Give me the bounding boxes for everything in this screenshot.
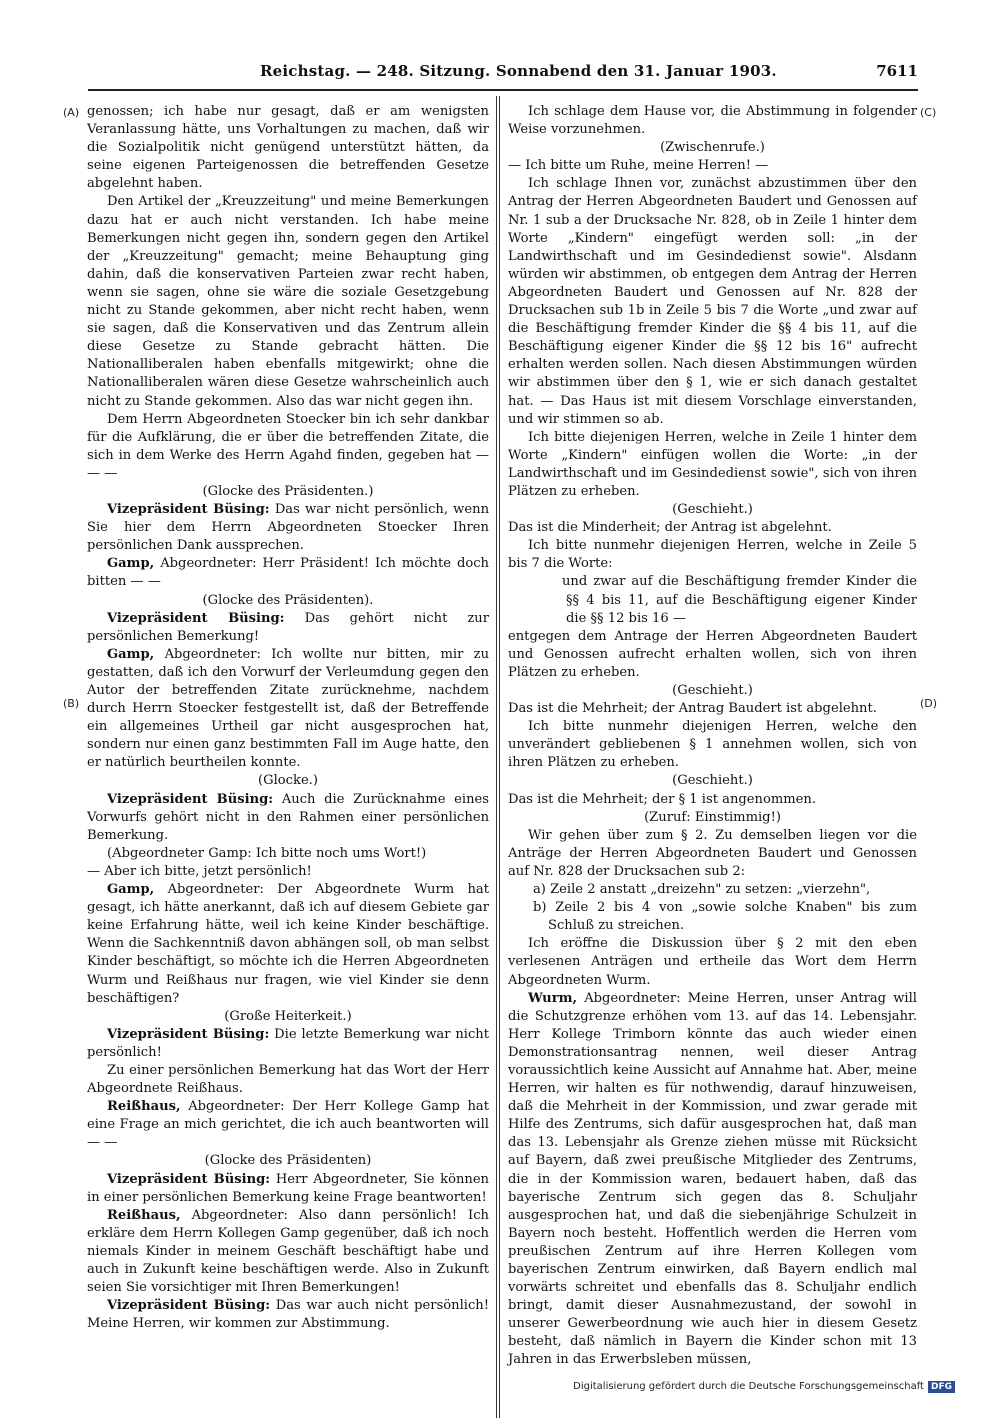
speech [87,1098,489,1152]
speech [87,1026,489,1062]
list-item: a) Zeile 2 anstatt „dreizehn" zu setzen: „vierzehn", [533,882,871,898]
paragraph: Ich eröffne die Diskussion über § 2 mit den eben verlesenen Anträgen und ertheile das Wort dem Herrn Abgeordneten Wurm. [508,936,917,988]
paragraph: Das ist die Mehrheit; der Antrag Baudert ist abgelehnt. [508,701,877,717]
speech-text: Das war nicht persönlich, wenn Sie hier dem Herrn Abgeordneten Stoecker Ihren persönlichen Dank aussprechen. [87,502,489,554]
speech [87,646,489,773]
stage-direction: (Glocke des Präsidenten). [202,592,374,608]
stage-direction: (Glocke des Präsidenten) [204,1153,372,1169]
speech [87,881,489,1008]
margin-marker-b: (B) [63,697,80,710]
speech-text: Abgeordneter: Ich wollte nur bitten, mir zu gestatten, daß ich den Vorwurf der Verleumdung gegen den Autor der betreffenden Zitate zurücknehme, nachdem durch Herrn Stoecker festgestellt ist, daß der Betreffende ein allgemeines Urtheil gar nicht ausgesprochen hat, sondern nur einen ganz bestimmten Fall im Auge hatte, den er natürlich beurtheilen konnte. [87,646,490,771]
running-title: Reichstag. — 248. Sitzung. Sonnabend den 31. Januar 1903. [260,62,777,80]
speech-text: Die letzte Bemerkung war nicht persönlich! [87,1026,489,1060]
column-divider-inner [499,96,500,1418]
speech [87,555,489,591]
speech [87,610,489,646]
speech [87,1207,489,1297]
speech-text: Abgeordneter: Also dann persönlich! Ich erkläre dem Herrn Kollegen Gamp gegenüber, daß ich noch niemals Kinder in meinem Geschäft beschäftigt habe und auch in Zukunft keine beschäftigen werde. Also in Zukunft seien Sie vorsichtiger mit Ihren Bemerkungen! [87,1207,489,1296]
speaker-name: Vizepräsident Büsing: [107,610,285,626]
footer-credit-text: Digitalisierung gefördert durch die Deutsche Forschungsgemeinschaft [573,1381,924,1392]
speech-text: Abgeordneter: Meine Herren, unser Antrag will die Schutzgrenze erhöhen vom 13. auf das 14. Lebensjahr. Herr Kollege Trimborn könnte das auch wieder einen Demonstrationsantrag nennen, weil dieser Antrag voraussichtlich keine Aussicht auf Annahme hat. Aber, meine Herren, wir halten es für nothwendig, darauf hinzuweisen, daß die Mehrheit in der Kommission, und zwar gerade mit Hilfe des Zentrums, sich dafür ausgesprochen hat, daß man das 13. Lebensjahr als Grenze ziehen müsse mit Rücksicht auf Bayern, daß zwei preußische Mitglieder des Zentrums, die in der Kommission waren, bedauert haben, daß das bayerische Zentrum sich gegen das 8. Schuljahr ausgesprochen hat, und daß die siebenjährige Schulzeit in Bayern noch besteht. Hoffentlich werden die Herren vom preußischen Zentrum auf ihre Herren Kollegen vom bayerischen Zentrum einwirken, daß Bayern endlich mal vorwärts schreitet und ebenfalls das 8. Schuljahr endlich bringt, damit dieser Ausnahmezustand, der sowohl in unserer Gewerbeordnung wie auch hier in diesem Gesetz besteht, daß nämlich in Bayern die Kinder schon mit 13 Jahren in das Erwerbsleben müssen, [508,990,917,1368]
stage-direction: (Glocke.) [258,773,318,789]
paragraph: Ich bitte nunmehr diejenigen Herren, welche den unverändert gebliebenen § 1 annehmen wollen, sich von ihren Plätzen zu erheben. [508,719,917,771]
speech-text: Das gehört nicht zur persönlichen Bemerkung! [87,610,489,644]
speaker-name: Reißhaus, [107,1207,181,1223]
speech [87,1171,489,1207]
paragraph: Ich bitte diejenigen Herren, welche in Zeile 1 hinter dem Worte „Kindern" einfügen wollen die Worte: „in der Landwirthschaft und im Gesindedienst sowie", sich von ihren Plätzen zu erheben. [508,429,917,499]
dfg-logo: DFG [928,1381,955,1393]
stage-direction: (Zuruf: Einstimmig!) [644,809,781,825]
quoted-block: und zwar auf die Beschäftigung fremder Kinder die §§ 4 bis 11, auf die Beschäftigung eigener Kinder die §§ 12 bis 16 — [562,574,917,626]
speech-text: Abgeordneter: Der Herr Kollege Gamp hat eine Frage an mich gerichtet, die ich auch beantworten will — — [87,1099,489,1151]
margin-marker-c: (C) [920,106,937,119]
speaker-name: Vizepräsident Büsing: [107,1171,271,1187]
speaker-name: Reißhaus, [107,1099,181,1115]
stage-direction: (Große Heiterkeit.) [224,1008,352,1024]
paragraph: Zu einer persönlichen Bemerkung hat das Wort der Herr Abgeordnete Reißhaus. [87,1062,489,1097]
paragraph: entgegen dem Antrage der Herren Abgeordneten Baudert und Genossen aufrecht erhalten wollen, sich von ihren Plätzen zu erheben. [508,628,917,680]
speaker-name: Gamp, [107,646,155,662]
left-column [87,103,489,1333]
page-header [88,60,918,86]
speech [87,791,489,845]
list-item: b) Zeile 2 bis 4 von „sowie solche Knaben" bis zum Schluß zu streichen. [533,900,917,934]
paragraph: — Aber ich bitte, jetzt persönlich! [87,863,312,879]
paragraph: Das ist die Mehrheit; der § 1 ist angenommen. [508,791,816,807]
stage-direction: (Geschieht.) [672,773,753,789]
speaker-name: Wurm, [528,990,578,1006]
stage-direction: (Geschieht.) [672,502,753,518]
speech-text: Herr Abgeordneter, Sie können in einer persönlichen Bemerkung keine Frage beantworten! [87,1171,489,1205]
margin-marker-d: (D) [920,697,938,710]
page-number: 7611 [876,62,918,80]
speaker-name: Vizepräsident Büsing: [107,1298,271,1314]
paragraph: Das ist die Minderheit; der Antrag ist abgelehnt. [508,520,832,536]
speech-text: Abgeordneter: Herr Präsident! Ich möchte doch bitten — — [87,556,489,590]
speaker-name: Vizepräsident Büsing: [107,791,274,807]
margin-marker-a: (A) [63,106,80,119]
paragraph: Ich schlage Ihnen vor, zunächst abzustimmen über den Antrag der Herren Abgeordneten Baudert und Genossen auf Nr. 1 sub a der Drucksache Nr. 828, ob in Zeile 1 hinter dem Worte „Kindern" eingefügt werden soll: „in der Landwirthschaft und im Gesindedienst sowie". Alsdann würden wir abstimmen, ob entgegen dem Antrag der Herren Abgeordneten Baudert und Genossen auf Nr. 828 der Drucksachen sub 1b in Zeile 5 bis 7 die Worte „und zwar auf die Beschäftigung fremder Kinder die §§ 4 bis 11, auf die Beschäftigung eigener Kinder die §§ 12 bis 16" aufrecht erhalten werden sollen. Nach diesen Abstimmungen würden wir abstimmen über den § 1, wie er sich danach gestaltet hat. — Das Haus ist mit diesem Vorschlage einverstanden, und wir stimmen so ab. [508,176,917,427]
right-column [508,103,917,1370]
speech [87,501,489,555]
stage-direction: (Glocke des Präsidenten.) [202,483,374,499]
stage-direction: (Zwischenrufe.) [660,140,765,156]
paragraph: Ich bitte nunmehr diejenigen Herren, welche in Zeile 5 bis 7 die Worte: [508,538,917,572]
interjection: (Abgeordneter Gamp: Ich bitte noch ums Wort!) [107,845,427,861]
stage-direction: (Geschieht.) [672,683,753,698]
speaker-name: Vizepräsident Büsing: [107,1026,270,1042]
speech-text: Das war auch nicht persönlich! Meine Herren, wir kommen zur Abstimmung. [87,1298,490,1332]
header-rule [88,89,918,91]
speech-text: Abgeordneter: Der Abgeordnete Wurm hat gesagt, ich hätte anerkannt, daß ich auf diesem Gebiete gar keine Erfahrung hätte, weil ich keine Kinder beschäftige. Wenn die Sachkenntniß davon abhängen soll, ob man selbst Kinder beschäftigt, so möchte ich die Herren Abgeordneten Wurm und Reißhaus nur fragen, wie viel Kinder sie denn beschäftigen? [87,882,489,1006]
speech [87,1297,489,1333]
paragraph: Den Artikel der „Kreuzzeitung" und meine Bemerkungen dazu hat er auch nicht verstanden. Ich habe meine Bemerkungen nicht gegen ihn, sondern gegen den Artikel der „Kreuzzeitung" gemacht; meine Behauptung ging dahin, daß die konservativen Parteien zwar recht haben, wenn sie sagen, ohne sie wäre die soziale Gesetzgebung nicht zu Stande gekommen, aber nicht recht haben, wenn sie sagen, daß die Konservativen und das Zentrum allein diese Gesetze zu Stande gebracht hätten. Die Nationalliberalen haben ebenfalls mitgewirkt; ohne die Nationalliberalen wären diese Gesetze wahrscheinlich auch nicht zu Stande gekommen. Also das war nicht gegen ihn. [87,194,489,409]
speech-text: Auch die Zurücknahme eines Vorwurfs gehört nicht in den Rahmen einer persönlichen Bemerkung. [87,791,489,843]
footer-credit [573,1381,955,1393]
paragraph: genossen; ich habe nur gesagt, daß er am wenigsten Veranlassung hätte, uns Vorhaltungen zu machen, daß wir die Sozialpolitik nicht genügend unterstützt hätten, da seine eigenen Parteigenossen die betreffenden Gesetze abgelehnt haben. [87,104,489,192]
speech [508,990,917,1370]
paragraph: Ich schlage dem Hause vor, die Abstimmung in folgender Weise vorzunehmen. [508,104,917,138]
speaker-name: Vizepräsident Büsing: [107,502,270,518]
speaker-name: Gamp, [107,882,155,898]
paragraph: — Ich bitte um Ruhe, meine Herren! — [508,158,769,174]
paragraph: Wir gehen über zum § 2. Zu demselben liegen vor die Anträge der Herren Abgeordneten Baudert und Genossen auf Nr. 828 der Drucksachen sub 2: [508,827,917,879]
paragraph: Dem Herrn Abgeordneten Stoecker bin ich sehr dankbar für die Aufklärung, die er über die betreffenden Zitate, die sich in dem Werke des Herrn Agahd finden, gegeben hat — — — [87,411,489,481]
speaker-name: Gamp, [107,556,155,572]
column-divider [496,96,497,1418]
